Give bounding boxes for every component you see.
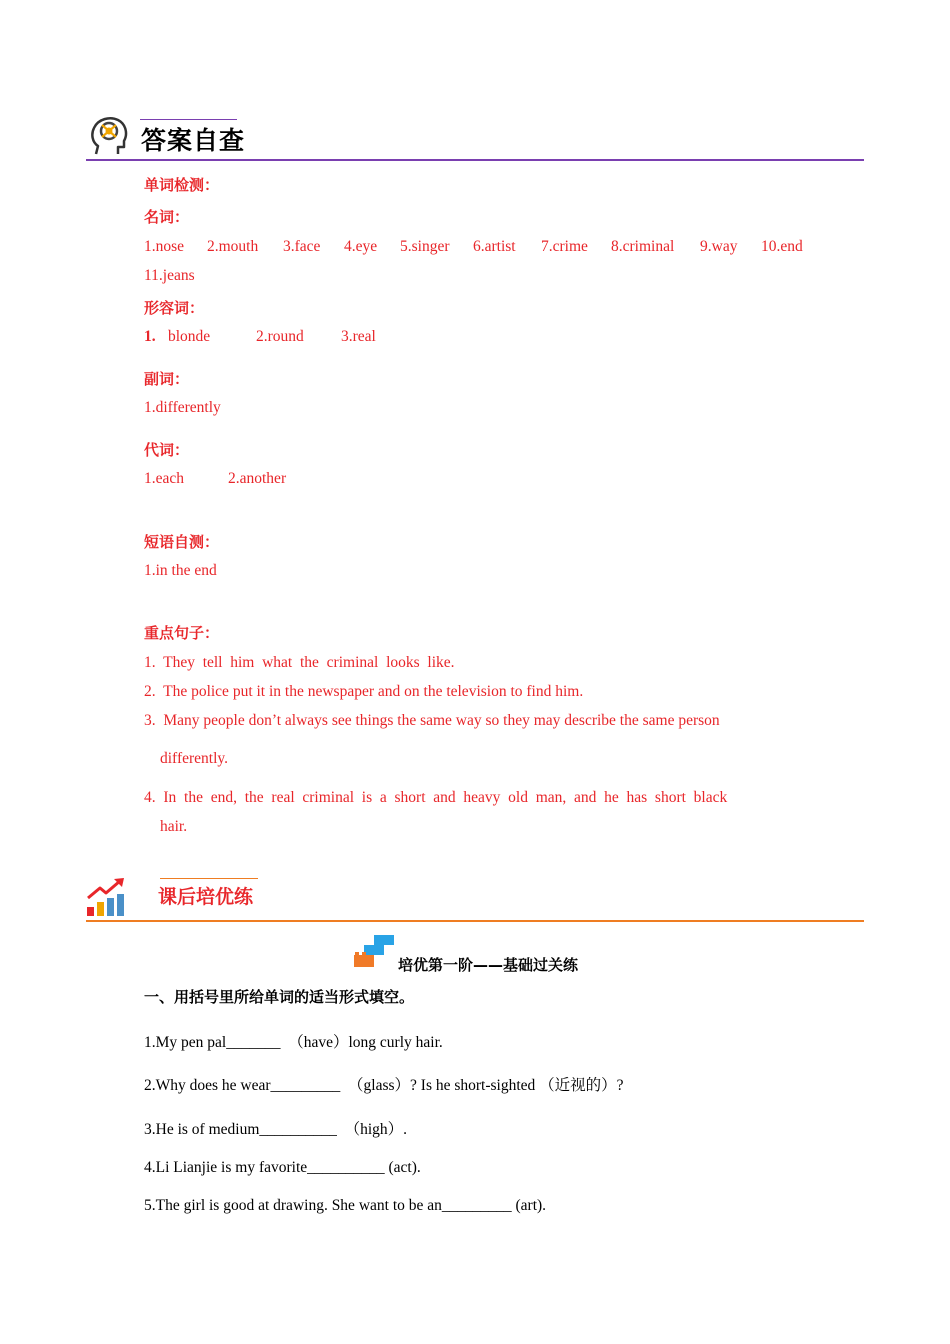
- noun-item: 2.mouth: [207, 238, 259, 255]
- section-divider: [86, 159, 864, 161]
- noun-item: 4.eye: [344, 238, 378, 255]
- noun-item: 5.singer: [400, 238, 450, 255]
- pronoun-item: 2.another: [228, 470, 287, 487]
- adjective-item: 2.round: [256, 328, 304, 345]
- noun-item: 10.end: [761, 238, 803, 255]
- adjective-item: 3.real: [341, 328, 376, 345]
- section-title: 答案自查: [141, 126, 246, 155]
- adjectives-label: 形容词：: [144, 299, 205, 317]
- adjective-item: blonde: [168, 328, 211, 345]
- practice-subtitle: 培优第一阶——基础过关练: [398, 956, 579, 974]
- sentences-label: 重点句子：: [144, 624, 220, 642]
- section-divider: [86, 920, 864, 922]
- noun-item: 11.jeans: [144, 267, 195, 284]
- question-item: 1.My pen pal_______ （have）long curly hair.: [144, 1034, 443, 1051]
- stairs-blocks-icon: [352, 934, 396, 968]
- pronoun-item: 1.each: [144, 470, 185, 487]
- sentence-item: 4. In the end, the real criminal is a short and heavy old man, and he has short black: [144, 789, 728, 806]
- sentence-item: 1. They tell him what the criminal looks like.: [144, 654, 455, 671]
- noun-item: 9.way: [700, 238, 738, 255]
- adjective-number: 1.: [144, 328, 156, 345]
- question-item: 2.Why does he wear_________ （glass）? Is he short-sighted （近视的）?: [144, 1077, 624, 1094]
- section-title: 课后培优练: [158, 886, 254, 908]
- noun-item: 7.crime: [541, 238, 588, 255]
- noun-item: 3.face: [283, 238, 321, 255]
- adverbs-label: 副词：: [144, 370, 190, 388]
- sentence-item-continuation: differently.: [160, 750, 229, 767]
- noun-item: 6.artist: [473, 238, 516, 255]
- question-item: 5.The girl is good at drawing. She want to be an_________ (art).: [144, 1197, 547, 1214]
- growth-chart-icon: [86, 876, 128, 918]
- noun-item: 8.criminal: [611, 238, 675, 255]
- adverb-item: 1.differently: [144, 399, 221, 416]
- sentence-item: 3. Many people don’t always see things the same way so they may describe the same person: [144, 712, 720, 729]
- sentence-item: 2. The police put it in the newspaper and on the television to find him.: [144, 683, 584, 700]
- sentence-item-continuation: hair.: [160, 818, 188, 835]
- exercise-instruction: 一、用括号里所给单词的适当形式填空。: [144, 988, 415, 1006]
- question-item: 3.He is of medium__________ （high）.: [144, 1121, 408, 1138]
- question-item: 4.Li Lianjie is my favorite__________ (act).: [144, 1159, 421, 1176]
- noun-item: 1.nose: [144, 238, 185, 255]
- head-brain-icon: [88, 114, 134, 160]
- phrase-item: 1.in the end: [144, 562, 217, 579]
- vocab-label: 单词检测：: [144, 176, 220, 194]
- phrases-label: 短语自测：: [144, 533, 220, 551]
- nouns-label: 名词：: [144, 208, 190, 226]
- pronouns-label: 代词：: [144, 441, 190, 459]
